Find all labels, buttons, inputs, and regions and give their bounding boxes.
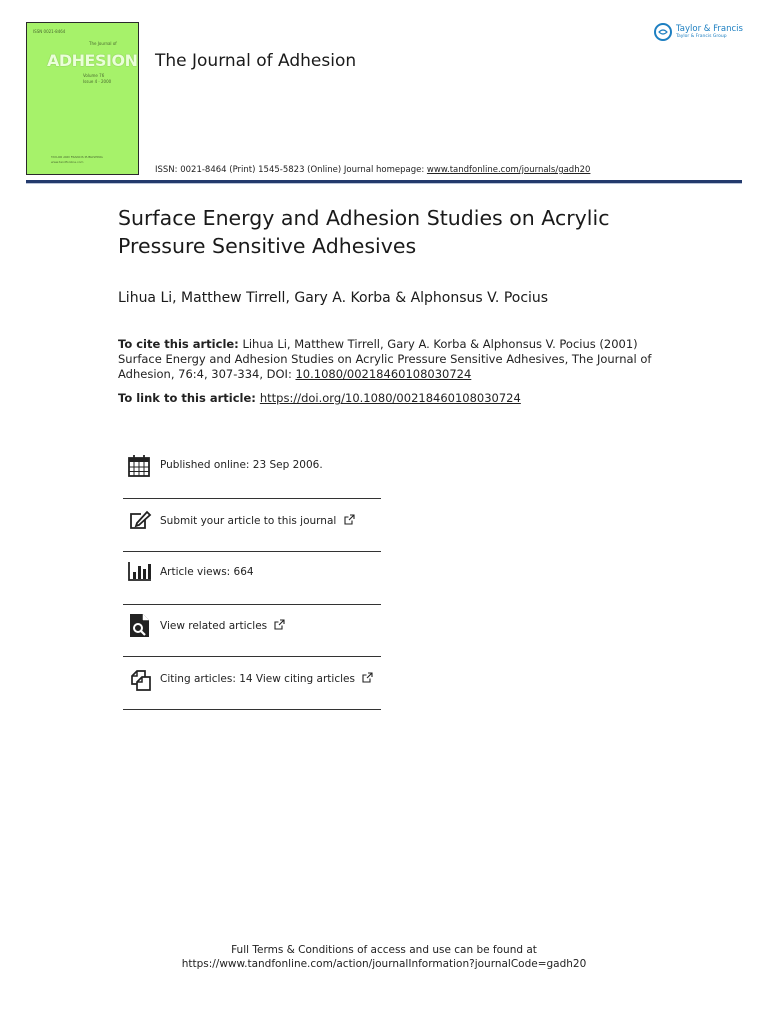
citation-label: To cite this article: bbox=[118, 337, 239, 351]
citing-label: Citing articles: 14 View citing articles bbox=[160, 673, 355, 685]
publisher-logo[interactable] bbox=[654, 23, 743, 41]
submit-article-link[interactable] bbox=[160, 514, 355, 527]
related-row[interactable] bbox=[123, 613, 381, 665]
citing-documents-icon bbox=[127, 666, 153, 692]
cover-small-text: ISSN 0021-8464 bbox=[33, 29, 66, 34]
divider bbox=[123, 498, 381, 499]
submit-row[interactable] bbox=[123, 508, 381, 560]
calendar-icon bbox=[127, 453, 153, 479]
citation-block bbox=[118, 337, 658, 382]
divider bbox=[123, 551, 381, 552]
edit-icon bbox=[127, 508, 153, 534]
external-link-icon bbox=[274, 619, 285, 630]
cover-issue-line: Issue 4 · 2000 bbox=[83, 79, 112, 84]
article-title: Surface Energy and Adhesion Studies on Acrylic Pressure Sensitive Adhesives bbox=[118, 206, 610, 258]
article-link-block bbox=[118, 391, 521, 405]
cover-publisher-line: TAYLOR AND FRANCIS PUBLISHING bbox=[51, 155, 103, 159]
divider bbox=[123, 656, 381, 657]
journal-title: The Journal of Adhesion bbox=[155, 51, 357, 71]
view-related-link[interactable] bbox=[160, 619, 285, 632]
publisher-group: Taylor & Francis Group bbox=[676, 34, 727, 39]
cover-volume-line: Volume 76 bbox=[83, 73, 105, 78]
external-link-icon bbox=[362, 672, 373, 683]
citing-row[interactable] bbox=[123, 666, 381, 718]
footer-terms bbox=[0, 943, 768, 971]
article-authors: Lihua Li, Matthew Tirrell, Gary A. Korba & Alphonsus V. Pocius bbox=[118, 290, 549, 306]
citing-articles-link[interactable] bbox=[160, 672, 373, 685]
logo-mark-icon bbox=[658, 28, 668, 36]
publisher-name: Taylor & Francis bbox=[676, 24, 743, 34]
cover-url-line: www.tandfonline.com bbox=[51, 160, 84, 164]
link-label: To link to this article: bbox=[118, 391, 260, 405]
citation-text: Lihua Li, Matthew Tirrell, Gary A. Korba & Alphonsus V. Pocius (2001) Surface Energy and Adhesion Studies on Acrylic Pressure Sensitive Adhesives, The Journal of Adhesion, 76:4, 307-334, DOI: bbox=[118, 337, 652, 381]
cover-title: ADHESION bbox=[47, 51, 138, 70]
cover-volume bbox=[83, 73, 111, 85]
cover-publisher bbox=[51, 155, 103, 165]
journal-homepage-link[interactable]: www.tandfonline.com/journals/gadh20 bbox=[426, 165, 591, 175]
bar-chart-icon bbox=[127, 560, 153, 586]
cover-small-heading: The Journal of bbox=[89, 41, 117, 46]
article-views: Article views: 664 bbox=[160, 566, 254, 578]
related-search-icon bbox=[127, 613, 153, 639]
published-date: Published online: 23 Sep 2006. bbox=[160, 459, 323, 471]
issn-line bbox=[155, 165, 590, 175]
publisher-logo-text bbox=[676, 24, 743, 40]
issn-text: ISSN: 0021-8464 (Print) 1545-5823 (Online) Journal homepage: bbox=[155, 165, 427, 175]
footer-url[interactable]: https://www.tandfonline.com/action/journalInformation?journalCode=gadh20 bbox=[181, 958, 587, 970]
journal-cover-image bbox=[26, 22, 139, 175]
divider bbox=[123, 604, 381, 605]
external-link-icon bbox=[344, 514, 355, 525]
related-label: View related articles bbox=[160, 620, 268, 632]
citation-doi-link[interactable]: 10.1080/00218460108030724 bbox=[295, 367, 472, 381]
footer-line: Full Terms & Conditions of access and use can be found at bbox=[231, 944, 537, 956]
header-divider-light bbox=[26, 183, 742, 184]
article-doi-url[interactable]: https://doi.org/10.1080/00218460108030724 bbox=[259, 391, 521, 405]
publisher-logo-icon bbox=[654, 23, 672, 41]
divider bbox=[123, 709, 381, 710]
submit-label: Submit your article to this journal bbox=[160, 515, 337, 527]
